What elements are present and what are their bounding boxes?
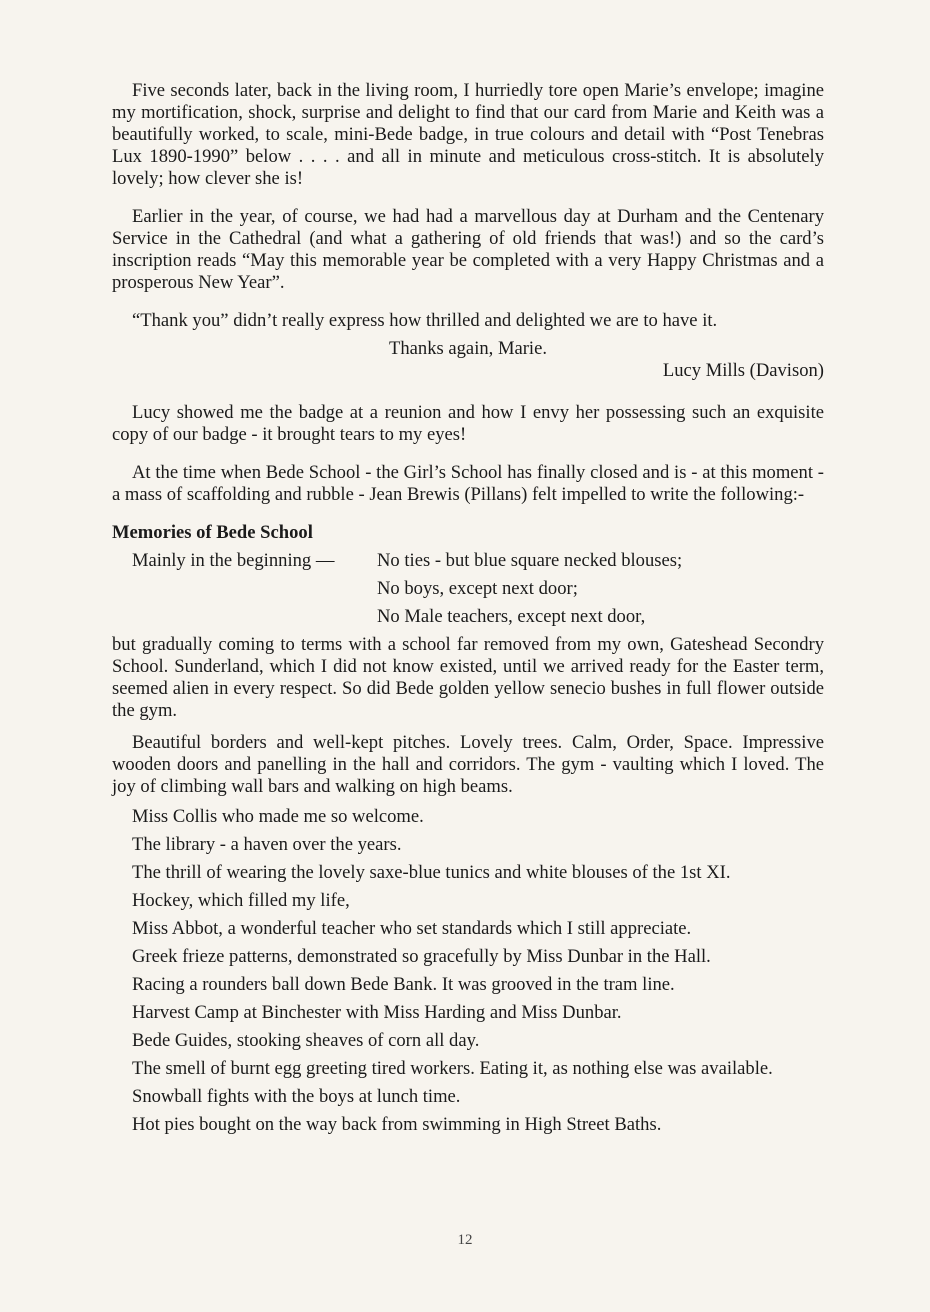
paragraph-bede-closed: At the time when Bede School - the Girl’s School has finally closed and is - at this moment - a mass of scaffolding and rubble - Jean Brewis (Pillans) felt impelled to write the following:-	[112, 462, 824, 505]
memory-item: Greek frieze patterns, demonstrated so gracefully by Miss Dunbar in the Hall.	[132, 946, 711, 967]
paragraph-thank-you: “Thank you” didn’t really express how thrilled and delighted we are to have it.	[132, 310, 718, 331]
memory-first-item: No boys, except next door;	[377, 578, 578, 599]
memories-heading: Memories of Bede School	[112, 522, 313, 543]
signature-lucy: Lucy Mills (Davison)	[662, 360, 824, 381]
memory-item: Miss Collis who made me so welcome.	[132, 806, 424, 827]
memory-pitches: Beautiful borders and well-kept pitches. Lovely trees. Calm, Order, Space. Impressive wooden doors and panelling in the hall and corridors. The gym - vaulting which I loved. The joy of climbing wall bars and walking on high beams.	[112, 732, 824, 797]
memory-lead-row	[112, 550, 824, 572]
memory-lead: Mainly in the beginning —	[132, 550, 335, 571]
thanks-again-line: Thanks again, Marie.	[389, 338, 547, 359]
page-content	[112, 80, 824, 1142]
memory-item: Harvest Camp at Binchester with Miss Harding and Miss Dunbar.	[132, 1002, 622, 1023]
memory-row	[112, 606, 824, 628]
memory-continuation: but gradually coming to terms with a school far removed from my own, Gateshead Secondry School. Sunderland, which I did not know existed, until we arrived ready for the Easter term, seemed alien in every respect. So did Bede golden yellow senecio bushes in full flower outside the gym.	[112, 634, 824, 721]
memory-first-item: No ties - but blue square necked blouses;	[377, 550, 683, 571]
memory-item: Miss Abbot, a wonderful teacher who set standards which I still appreciate.	[132, 918, 692, 939]
memory-first-item: No Male teachers, except next door,	[377, 606, 646, 627]
memory-item: The thrill of wearing the lovely saxe-blue tunics and white blouses of the 1st XI.	[132, 862, 731, 883]
memory-item: Hockey, which filled my life,	[132, 890, 350, 911]
memory-item: Racing a rounders ball down Bede Bank. It was grooved in the tram line.	[132, 974, 675, 995]
paragraph-badge-reunion: Lucy showed me the badge at a reunion and how I envy her possessing such an exquisite copy of our badge - it brought tears to my eyes!	[112, 402, 824, 445]
memory-item: The smell of burnt egg greeting tired workers. Eating it, as nothing else was available.	[132, 1058, 773, 1079]
page-number: 12	[457, 1232, 473, 1248]
memory-item: Bede Guides, stooking sheaves of corn all day.	[132, 1030, 480, 1051]
paragraph-durham: Earlier in the year, of course, we had had a marvellous day at Durham and the Centenary Service in the Cathedral (and what a gathering of old friends that was!) and so the card’s inscription reads “May this memorable year be completed with a very Happy Christmas and a prosperous New Year”.	[112, 206, 824, 293]
memory-item: Snowball fights with the boys at lunch time.	[132, 1086, 461, 1107]
paragraph-envelope: Five seconds later, back in the living room, I hurriedly tore open Marie’s envelope; imagine my mortification, shock, surprise and delight to find that our card from Marie and Keith was a beautifully worked, to scale, mini-Bede badge, in true colours and detail with “Post Tenebras Lux 1890-1990” below . . . . and all in minute and meticulous cross-stitch. It is absolutely lovely; how clever she is!	[112, 80, 824, 189]
memory-item: Hot pies bought on the way back from swimming in High Street Baths.	[132, 1114, 662, 1135]
memory-row	[112, 578, 824, 600]
memory-item: The library - a haven over the years.	[132, 834, 402, 855]
